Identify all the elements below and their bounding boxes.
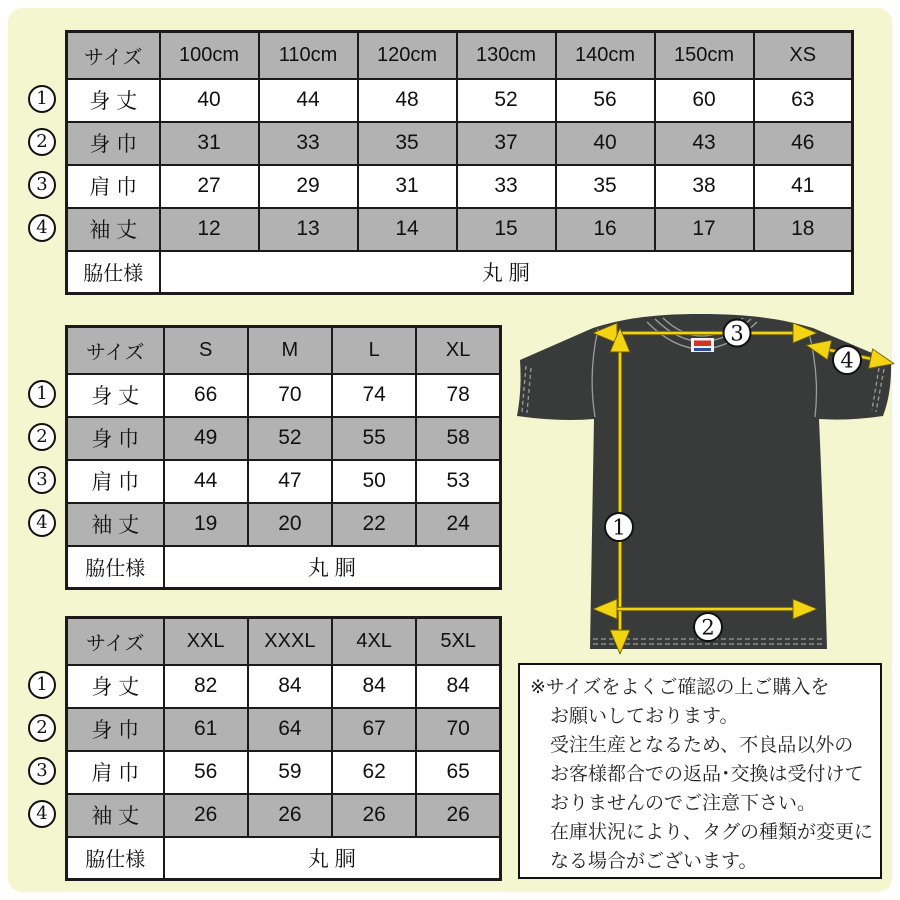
value-cell: 26 (164, 794, 248, 837)
value-cell: 29 (259, 165, 358, 208)
value-cell: 40 (556, 122, 655, 165)
value-cell: 78 (416, 374, 500, 417)
value-cell: 62 (332, 751, 416, 794)
size-header: XL (416, 327, 500, 374)
row-label-cell: 身 丈 (67, 79, 160, 122)
row-marker-big-2: 2 (28, 714, 56, 742)
value-cell: 66 (164, 374, 248, 417)
value-cell: 82 (164, 665, 248, 708)
value-cell: 59 (248, 751, 332, 794)
note-line: お願いしております。 (550, 706, 739, 727)
value-cell: 60 (655, 79, 754, 122)
size-header: XS (754, 32, 853, 79)
size-header: 110cm (259, 32, 358, 79)
value-cell: 84 (248, 665, 332, 708)
row-marker-adult-4: 4 (28, 509, 56, 537)
value-cell: 37 (457, 122, 556, 165)
value-cell: 35 (358, 122, 457, 165)
size-header: 140cm (556, 32, 655, 79)
size-header: XXL (164, 618, 248, 665)
side-spec-value: 丸 胴 (164, 837, 501, 880)
size-table-big (65, 616, 502, 881)
value-cell: 33 (259, 122, 358, 165)
value-cell: 41 (754, 165, 853, 208)
value-cell: 84 (416, 665, 500, 708)
diagram-marker-1 (605, 513, 633, 541)
value-cell: 48 (358, 79, 457, 122)
size-label-header: サイズ (67, 32, 160, 79)
value-cell: 20 (248, 503, 332, 546)
value-cell: 19 (164, 503, 248, 546)
side-spec-value: 丸 胴 (164, 546, 501, 589)
row-label-cell: 袖 丈 (67, 794, 164, 837)
value-cell: 31 (160, 122, 259, 165)
value-cell: 49 (164, 417, 248, 460)
row-label-cell: 袖 丈 (67, 503, 164, 546)
value-cell: 50 (332, 460, 416, 503)
row-marker-big-4: 4 (28, 800, 56, 828)
row-label-cell: 肩 巾 (67, 460, 164, 503)
value-cell: 46 (754, 122, 853, 165)
value-cell: 55 (332, 417, 416, 460)
size-label-header: サイズ (67, 327, 164, 374)
value-cell: 64 (248, 708, 332, 751)
row-label-cell: 身 巾 (67, 122, 160, 165)
value-cell: 24 (416, 503, 500, 546)
size-header: S (164, 327, 248, 374)
value-cell: 58 (416, 417, 500, 460)
row-marker-kids-2: 2 (28, 128, 56, 156)
value-cell: 74 (332, 374, 416, 417)
value-cell: 14 (358, 208, 457, 251)
row-label-cell: 身 巾 (67, 708, 164, 751)
row-marker-adult-3: 3 (28, 466, 56, 494)
value-cell: 31 (358, 165, 457, 208)
note-line: ※サイズをよくご確認の上ご購入を (530, 677, 830, 698)
row-label-cell: 身 巾 (67, 417, 164, 460)
tshirt-diagram (505, 312, 897, 660)
size-header: XXXL (248, 618, 332, 665)
value-cell: 44 (164, 460, 248, 503)
value-cell: 27 (160, 165, 259, 208)
note-line: なる場合がございます。 (550, 851, 758, 872)
value-cell: 61 (164, 708, 248, 751)
svg-text:2: 2 (701, 615, 715, 640)
size-header: 5XL (416, 618, 500, 665)
row-label-cell: 身 丈 (67, 374, 164, 417)
value-cell: 35 (556, 165, 655, 208)
svg-text:4: 4 (840, 348, 854, 373)
brand-tag-icon (691, 338, 714, 352)
value-cell: 26 (416, 794, 500, 837)
size-header: 4XL (332, 618, 416, 665)
value-cell: 56 (556, 79, 655, 122)
row-marker-adult-2: 2 (28, 423, 56, 451)
note-line: お客様都合での返品･交換は受付けて (550, 764, 864, 785)
size-header: L (332, 327, 416, 374)
value-cell: 70 (416, 708, 500, 751)
value-cell: 26 (248, 794, 332, 837)
value-cell: 63 (754, 79, 853, 122)
note-box (518, 663, 882, 879)
size-header: M (248, 327, 332, 374)
diagram-marker-2 (694, 613, 722, 641)
value-cell: 26 (332, 794, 416, 837)
row-marker-kids-1: 1 (28, 85, 56, 113)
size-header: 100cm (160, 32, 259, 79)
value-cell: 15 (457, 208, 556, 251)
note-line: 在庫状況により、タグの種類が変更に (550, 822, 874, 843)
side-spec-value: 丸 胴 (160, 251, 853, 294)
note-line: おりませんのでご注意下さい。 (550, 793, 817, 814)
size-header: 150cm (655, 32, 754, 79)
size-table-kids (65, 30, 854, 295)
row-marker-kids-4: 4 (28, 214, 56, 242)
value-cell: 43 (655, 122, 754, 165)
side-spec-label: 脇仕様 (67, 546, 164, 589)
row-label-cell: 肩 巾 (67, 751, 164, 794)
row-label-cell: 袖 丈 (67, 208, 160, 251)
value-cell: 33 (457, 165, 556, 208)
value-cell: 52 (457, 79, 556, 122)
value-cell: 17 (655, 208, 754, 251)
row-label-cell: 身 丈 (67, 665, 164, 708)
value-cell: 40 (160, 79, 259, 122)
value-cell: 56 (164, 751, 248, 794)
row-marker-kids-3: 3 (28, 171, 56, 199)
diagram-marker-4 (833, 346, 861, 374)
value-cell: 12 (160, 208, 259, 251)
value-cell: 52 (248, 417, 332, 460)
row-marker-big-1: 1 (28, 671, 56, 699)
value-cell: 67 (332, 708, 416, 751)
value-cell: 47 (248, 460, 332, 503)
value-cell: 44 (259, 79, 358, 122)
note-text (530, 673, 876, 876)
value-cell: 18 (754, 208, 853, 251)
size-label-header: サイズ (67, 618, 164, 665)
svg-text:3: 3 (730, 321, 744, 346)
size-header: 120cm (358, 32, 457, 79)
value-cell: 38 (655, 165, 754, 208)
diagram-marker-3 (724, 320, 751, 347)
row-marker-adult-1: 1 (28, 380, 56, 408)
value-cell: 22 (332, 503, 416, 546)
size-table-adult (65, 325, 502, 590)
value-cell: 13 (259, 208, 358, 251)
side-spec-label: 脇仕様 (67, 837, 164, 880)
value-cell: 70 (248, 374, 332, 417)
value-cell: 84 (332, 665, 416, 708)
size-header: 130cm (457, 32, 556, 79)
row-label-cell: 肩 巾 (67, 165, 160, 208)
side-spec-label: 脇仕様 (67, 251, 160, 294)
row-marker-big-3: 3 (28, 757, 56, 785)
svg-text:1: 1 (612, 515, 626, 540)
note-line: 受注生産となるため、不良品以外の (550, 735, 854, 756)
value-cell: 53 (416, 460, 500, 503)
value-cell: 65 (416, 751, 500, 794)
value-cell: 16 (556, 208, 655, 251)
